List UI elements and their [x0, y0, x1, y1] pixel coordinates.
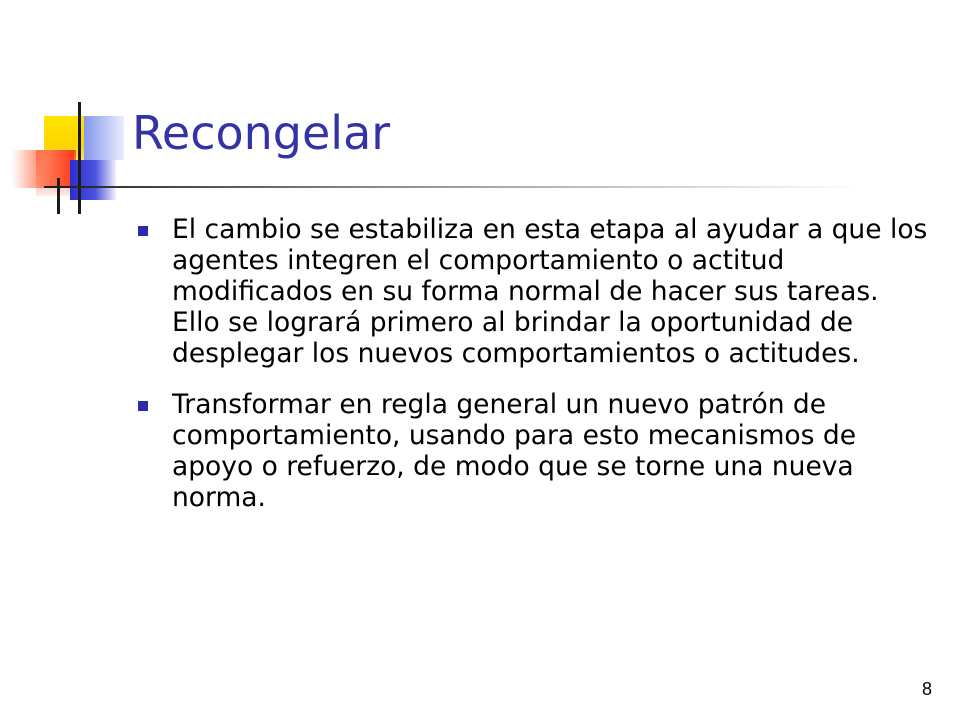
vertical-line-decoration — [78, 102, 81, 214]
page-number: 8 — [921, 679, 932, 699]
light-blue-square-decoration — [84, 116, 124, 160]
bullet-item — [134, 214, 934, 369]
bullet-list — [134, 214, 934, 533]
square-bullet-icon — [138, 401, 148, 411]
slide-title: Recongelar — [132, 106, 391, 160]
red-bar-decoration — [12, 150, 74, 188]
title-underline — [44, 186, 864, 188]
square-bullet-icon — [138, 226, 148, 236]
bullet-text: Transformar en regla general un nuevo patrón de comportamiento, usando para esto mecanismos de apoyo o refuerzo, de modo que se torne una nueva norma. — [172, 389, 857, 513]
bullet-text: El cambio se estabiliza en esta etapa al ayudar a que los agentes integren el comportamiento o actitud modificados en su forma normal de hacer sus tareas. Ello se logrará primero al brindar la oportunidad de desplegar los nuevos comportamientos o actitudes. — [172, 214, 928, 369]
vertical-line-short-decoration — [57, 178, 60, 214]
bullet-item — [134, 389, 934, 513]
blue-square-decoration — [70, 160, 116, 200]
